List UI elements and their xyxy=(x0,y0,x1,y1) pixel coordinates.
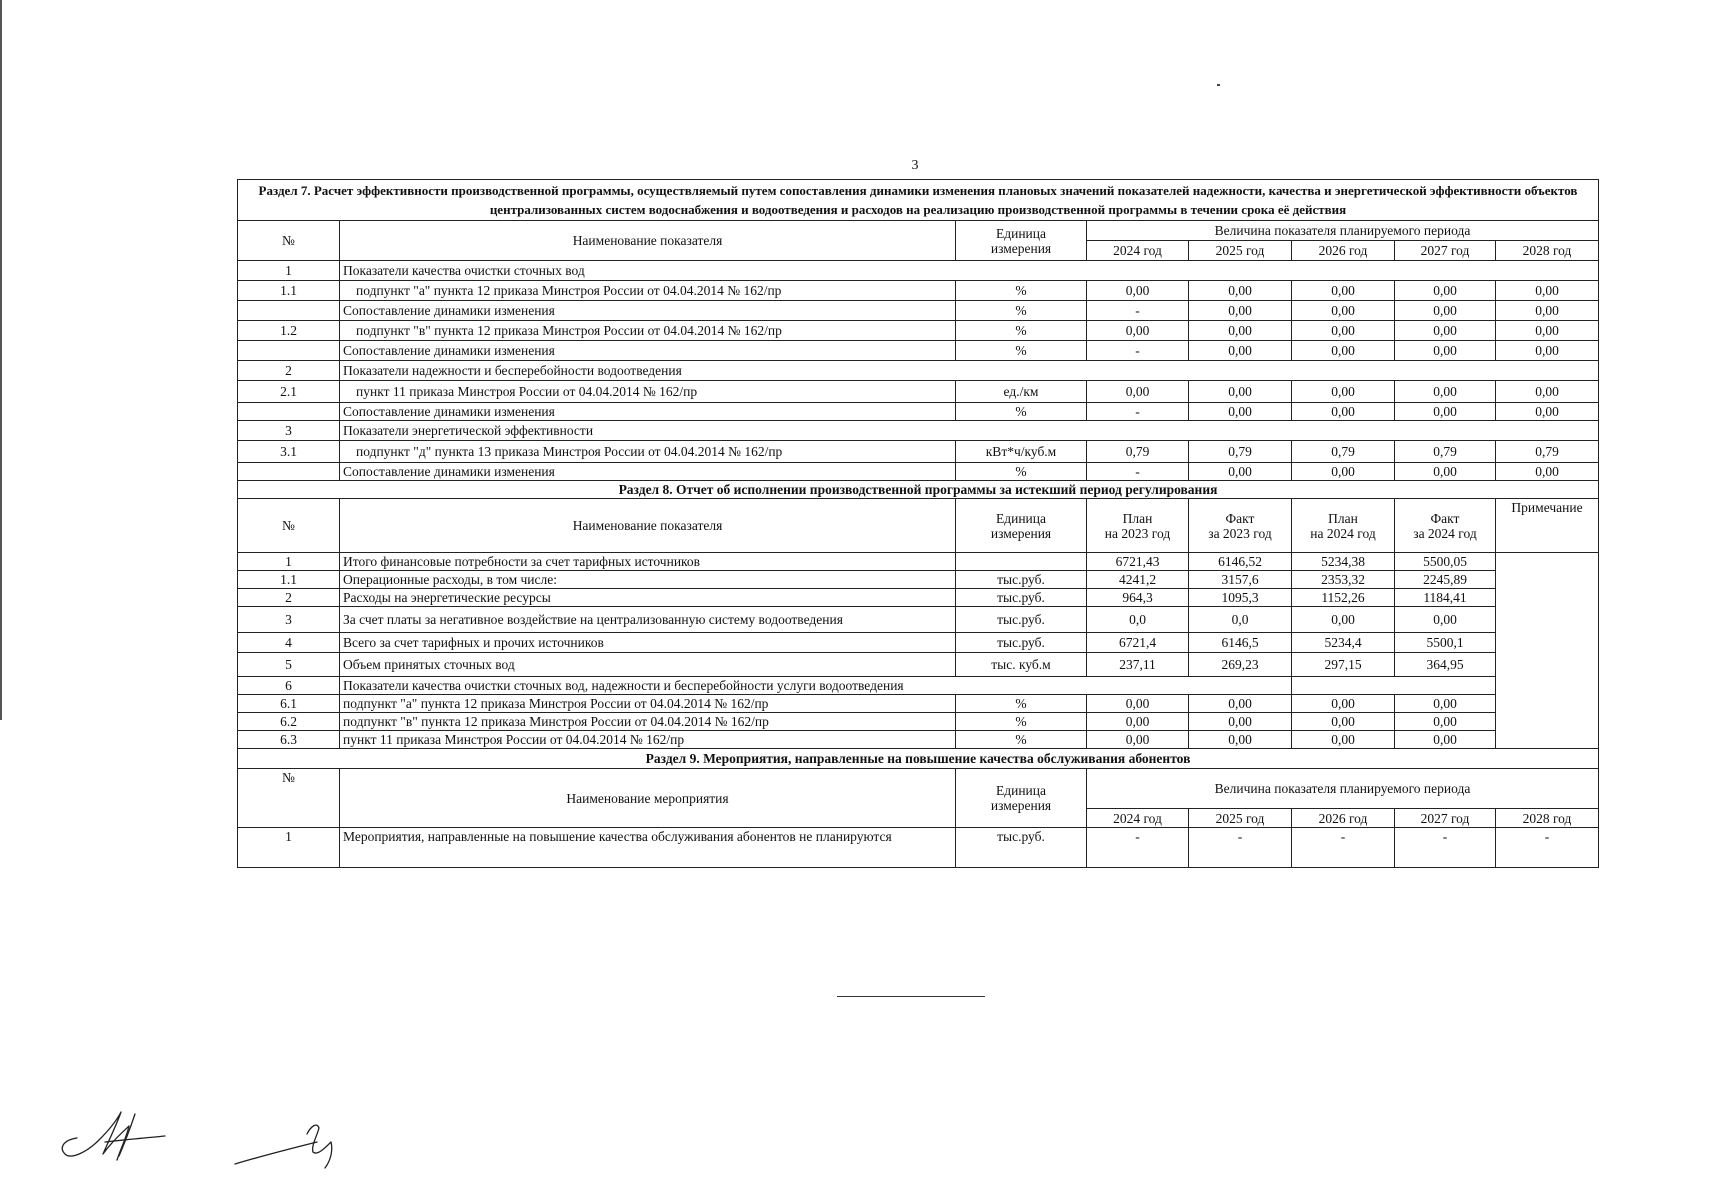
header-line: за 2023 год xyxy=(1208,525,1272,541)
header-line: Факт xyxy=(1225,510,1255,526)
value-cell: 0,00 xyxy=(1292,301,1395,321)
col-header-name: Наименование мероприятия xyxy=(340,769,956,828)
value-cell: 0,00 xyxy=(1087,381,1189,403)
table-row xyxy=(238,281,1599,301)
row-group-title: Показатели качества очистки сточных вод, надежности и бесперебойности услуги водоотведения xyxy=(340,677,1292,695)
value-cell: 1184,41 xyxy=(1395,589,1496,607)
row-unit: тыс.руб. xyxy=(956,828,1087,868)
signature-stroke xyxy=(119,1114,135,1156)
table-row xyxy=(238,321,1599,341)
year-header: 2026 год xyxy=(1292,809,1395,828)
col-header-period: Величина показателя планируемого периода xyxy=(1087,769,1599,809)
value-cell: 0,00 xyxy=(1496,403,1599,421)
row-unit: % xyxy=(956,321,1087,341)
row-name: Сопоставление динамики изменения xyxy=(340,341,956,361)
row-unit: % xyxy=(956,713,1087,731)
value-cell: - xyxy=(1087,341,1189,361)
value-cell: - xyxy=(1395,828,1496,868)
value-cell: 0,00 xyxy=(1395,607,1496,633)
row-group-title: Показатели энергетической эффективности xyxy=(340,421,1599,441)
year-header: 2024 год xyxy=(1087,241,1189,261)
value-cell: 0,00 xyxy=(1496,341,1599,361)
row-name: Мероприятия, направленные на повышение качества обслуживания абонентов не планируются xyxy=(340,828,956,868)
table-row xyxy=(238,731,1599,749)
value-cell: 0,0 xyxy=(1189,607,1292,633)
value-cell: 364,95 xyxy=(1395,653,1496,677)
value-cell: 0,00 xyxy=(1292,381,1395,403)
row-unit: тыс.руб. xyxy=(956,607,1087,633)
value-cell: 0,00 xyxy=(1395,463,1496,481)
row-number xyxy=(238,403,340,421)
value-cell: - xyxy=(1087,403,1189,421)
table-row xyxy=(238,421,1599,441)
value-cell: - xyxy=(1087,463,1189,481)
row-name: Сопоставление динамики изменения xyxy=(340,301,956,321)
value-cell: 5500,05 xyxy=(1395,553,1496,571)
table-row xyxy=(238,341,1599,361)
row-name: подпункт "а" пункта 12 приказа Минстроя России от 04.04.2014 № 162/пр xyxy=(340,281,956,301)
row-name: За счет платы за негативное воздействие на централизованную систему водоотведения xyxy=(340,607,956,633)
col-header-name: Наименование показателя xyxy=(340,499,956,553)
year-header: 2027 год xyxy=(1395,809,1496,828)
header-line: План xyxy=(1328,510,1358,526)
table-row xyxy=(238,381,1599,403)
row-name: Всего за счет тарифных и прочих источников xyxy=(340,633,956,653)
value-cell: 0,00 xyxy=(1292,713,1395,731)
row-unit: % xyxy=(956,403,1087,421)
section-8 xyxy=(238,481,1599,749)
row-unit xyxy=(956,553,1087,571)
value-cell: - xyxy=(1189,828,1292,868)
value-cell: 964,3 xyxy=(1087,589,1189,607)
col-header-name: Наименование показателя xyxy=(340,221,956,261)
header-line: План xyxy=(1122,510,1153,526)
value-cell: 0,00 xyxy=(1395,321,1496,341)
section-9-title: Раздел 9. Мероприятия, направленные на повышение качества обслуживания абонентов xyxy=(238,749,1599,769)
table-row xyxy=(238,607,1599,633)
signature-stroke xyxy=(235,1142,317,1164)
table-row xyxy=(238,361,1599,381)
row-number: 6 xyxy=(238,677,340,695)
table-row xyxy=(238,403,1599,421)
row-unit: % xyxy=(956,731,1087,749)
table-row xyxy=(238,713,1599,731)
row-unit: тыс.руб. xyxy=(956,633,1087,653)
value-cell: 0,00 xyxy=(1189,341,1292,361)
value-cell: 0,00 xyxy=(1395,381,1496,403)
value-cell: 0,00 xyxy=(1087,281,1189,301)
value-cell: 0,00 xyxy=(1189,463,1292,481)
value-cell: 0,00 xyxy=(1292,607,1395,633)
header-line: на 2023 год xyxy=(1104,525,1171,541)
value-cell: - xyxy=(1292,828,1395,868)
row-number: 2.1 xyxy=(238,381,340,403)
value-cell: 0,00 xyxy=(1189,403,1292,421)
table-row xyxy=(238,301,1599,321)
row-name: пункт 11 приказа Минстроя России от 04.04.2014 № 162/пр xyxy=(340,381,956,403)
value-cell: 0,00 xyxy=(1292,321,1395,341)
value-cell: 0,00 xyxy=(1395,731,1496,749)
value-cell: 0,00 xyxy=(1496,301,1599,321)
value-cell: 6721,4 xyxy=(1087,633,1189,653)
value-cell: 2245,89 xyxy=(1395,571,1496,589)
year-header: 2026 год xyxy=(1292,241,1395,261)
page-number: 3 xyxy=(911,158,919,173)
col-header-unit xyxy=(956,769,1087,828)
value-cell: 0,00 xyxy=(1292,403,1395,421)
col-header-unit xyxy=(956,221,1087,261)
value-cell: 0,00 xyxy=(1292,341,1395,361)
value-cell: 0,00 xyxy=(1496,463,1599,481)
row-number: 6.1 xyxy=(238,695,340,713)
footer-divider xyxy=(837,996,985,997)
value-cell: 0,00 xyxy=(1087,695,1189,713)
row-number: 1 xyxy=(238,261,340,281)
scan-speck xyxy=(1217,84,1220,86)
row-unit: тыс.руб. xyxy=(956,589,1087,607)
table-row xyxy=(238,441,1599,463)
col-header-num: № xyxy=(238,499,340,553)
unit-header-line2: измерения xyxy=(990,798,1052,813)
row-name: пункт 11 приказа Минстроя России от 04.04.2014 № 162/пр xyxy=(340,731,956,749)
value-cell: 0,0 xyxy=(1087,607,1189,633)
table-row xyxy=(238,695,1599,713)
year-header: 2024 год xyxy=(1087,809,1189,828)
value-cell: 6721,43 xyxy=(1087,553,1189,571)
value-cell: - xyxy=(1087,828,1189,868)
table-row xyxy=(238,677,1599,695)
row-unit: тыс. куб.м xyxy=(956,653,1087,677)
table-row xyxy=(238,463,1599,481)
row-number xyxy=(238,463,340,481)
col-header-fact-2023 xyxy=(1189,499,1292,553)
value-cell: 0,00 xyxy=(1496,321,1599,341)
row-number: 6.2 xyxy=(238,713,340,731)
row-name: Объем принятых сточных вод xyxy=(340,653,956,677)
value-cell: - xyxy=(1087,301,1189,321)
col-header-plan-2023 xyxy=(1087,499,1189,553)
value-cell: 0,00 xyxy=(1189,731,1292,749)
header-line: на 2024 год xyxy=(1310,525,1376,541)
value-cell: 0,79 xyxy=(1189,441,1292,463)
value-cell: 5234,38 xyxy=(1292,553,1395,571)
row-name: подпункт "в" пункта 12 приказа Минстроя России от 04.04.2014 № 162/пр xyxy=(340,713,956,731)
section-9 xyxy=(238,749,1599,868)
value-cell: 0,00 xyxy=(1292,731,1395,749)
section-8-title: Раздел 8. Отчет об исполнении производственной программы за истекший период регулирования xyxy=(238,481,1599,499)
value-cell: 0,00 xyxy=(1395,713,1496,731)
value-cell: 0,00 xyxy=(1189,713,1292,731)
row-number: 3.1 xyxy=(238,441,340,463)
value-cell: 0,00 xyxy=(1087,713,1189,731)
table-row xyxy=(238,828,1599,868)
row-name: подпункт "д" пункта 13 приказа Минстроя России от 04.04.2014 № 162/пр xyxy=(340,441,956,463)
row-unit: % xyxy=(956,301,1087,321)
col-header-period: Величина показателя планируемого периода xyxy=(1087,221,1599,241)
value-cell: 0,00 xyxy=(1395,301,1496,321)
col-header-note: Примечание xyxy=(1496,499,1599,553)
section-7-title: Раздел 7. Расчет эффективности производственной программы, осуществляемый путем сопоставления динамики изменения плановых значений показателей надежности, качества и энергетической эффективности объектов централизованных систем водоснабжения и водоотведения и расходов на реализацию производственной программы в течении срока её действия xyxy=(238,180,1599,221)
row-unit: кВт*ч/куб.м xyxy=(956,441,1087,463)
row-number: 1.2 xyxy=(238,321,340,341)
scan-edge-line xyxy=(0,0,2,720)
value-cell: 0,00 xyxy=(1292,281,1395,301)
row-name: Операционные расходы, в том числе: xyxy=(340,571,956,589)
table-row xyxy=(238,653,1599,677)
table-row xyxy=(238,261,1599,281)
signature-stroke xyxy=(307,1125,332,1168)
year-header: 2027 год xyxy=(1395,241,1496,261)
row-number: 1 xyxy=(238,553,340,571)
value-cell: 0,79 xyxy=(1496,441,1599,463)
signature-stroke xyxy=(105,1136,165,1142)
value-cell: 6146,52 xyxy=(1189,553,1292,571)
value-cell: 5234,4 xyxy=(1292,633,1395,653)
signature-stroke xyxy=(62,1112,129,1160)
unit-header-line1: Единица xyxy=(995,510,1046,526)
row-name: подпункт "а" пункта 12 приказа Минстроя России от 04.04.2014 № 162/пр xyxy=(340,695,956,713)
col-header-fact-2024 xyxy=(1395,499,1496,553)
row-number xyxy=(238,341,340,361)
unit-header-line2: измерения xyxy=(990,525,1052,541)
value-cell xyxy=(1292,677,1496,695)
row-name: Итого финансовые потребности за счет тарифных источников xyxy=(340,553,956,571)
value-cell: 0,79 xyxy=(1087,441,1189,463)
unit-header-line2: измерения xyxy=(990,240,1052,256)
value-cell: 0,79 xyxy=(1292,441,1395,463)
value-cell: 5500,1 xyxy=(1395,633,1496,653)
value-cell: 0,00 xyxy=(1292,695,1395,713)
value-cell: 0,00 xyxy=(1189,301,1292,321)
row-number: 1 xyxy=(238,828,340,868)
row-name: Расходы на энергетические ресурсы xyxy=(340,589,956,607)
value-cell: 0,00 xyxy=(1087,731,1189,749)
unit-header-line1: Единица xyxy=(995,783,1046,798)
row-number: 3 xyxy=(238,607,340,633)
col-header-num: № xyxy=(238,221,340,261)
year-header: 2025 год xyxy=(1189,809,1292,828)
value-cell: 1095,3 xyxy=(1189,589,1292,607)
value-cell: 1152,26 xyxy=(1292,589,1395,607)
row-name: подпункт "в" пункта 12 приказа Минстроя России от 04.04.2014 № 162/пр xyxy=(340,321,956,341)
row-number: 3 xyxy=(238,421,340,441)
value-cell: 3157,6 xyxy=(1189,571,1292,589)
value-cell: 0,00 xyxy=(1189,321,1292,341)
value-cell: 0,00 xyxy=(1395,341,1496,361)
value-cell: 2353,32 xyxy=(1292,571,1395,589)
value-cell: 0,00 xyxy=(1087,321,1189,341)
header-line: Факт xyxy=(1430,510,1460,526)
row-name: Сопоставление динамики изменения xyxy=(340,463,956,481)
col-header-num: № xyxy=(238,769,340,828)
value-cell: 0,00 xyxy=(1395,403,1496,421)
row-group-title: Показатели надежности и бесперебойности водоотведения xyxy=(340,361,1599,381)
table-row xyxy=(238,589,1599,607)
value-cell: 0,00 xyxy=(1189,281,1292,301)
value-cell: 4241,2 xyxy=(1087,571,1189,589)
col-header-plan-2024 xyxy=(1292,499,1395,553)
table-row xyxy=(238,571,1599,589)
main-table xyxy=(237,179,1599,868)
row-unit: % xyxy=(956,341,1087,361)
row-number: 1.1 xyxy=(238,281,340,301)
header-line: за 2024 год xyxy=(1413,525,1477,541)
value-cell: 0,00 xyxy=(1496,381,1599,403)
value-cell: 0,00 xyxy=(1189,695,1292,713)
row-number: 4 xyxy=(238,633,340,653)
year-header: 2028 год xyxy=(1496,809,1599,828)
value-cell: 0,00 xyxy=(1496,281,1599,301)
row-number: 5 xyxy=(238,653,340,677)
row-name: Сопоставление динамики изменения xyxy=(340,403,956,421)
handwritten-signatures xyxy=(55,1090,355,1180)
col-header-unit xyxy=(956,499,1087,553)
row-number: 2 xyxy=(238,589,340,607)
row-unit: ед./км xyxy=(956,381,1087,403)
value-cell: 0,79 xyxy=(1395,441,1496,463)
value-cell: 0,00 xyxy=(1292,463,1395,481)
value-cell: 269,23 xyxy=(1189,653,1292,677)
row-number: 2 xyxy=(238,361,340,381)
row-number: 6.3 xyxy=(238,731,340,749)
year-header: 2025 год xyxy=(1189,241,1292,261)
value-cell: 0,00 xyxy=(1395,281,1496,301)
unit-header-line1: Единица xyxy=(995,225,1046,241)
value-cell: 237,11 xyxy=(1087,653,1189,677)
row-unit: % xyxy=(956,281,1087,301)
value-cell: - xyxy=(1496,828,1599,868)
row-number xyxy=(238,301,340,321)
section-7 xyxy=(238,180,1599,481)
table-row xyxy=(238,553,1599,571)
value-cell: 0,00 xyxy=(1395,695,1496,713)
value-cell: 297,15 xyxy=(1292,653,1395,677)
row-unit: тыс.руб. xyxy=(956,571,1087,589)
row-unit: % xyxy=(956,695,1087,713)
value-cell: 6146,5 xyxy=(1189,633,1292,653)
row-group-title: Показатели качества очистки сточных вод xyxy=(340,261,1599,281)
value-cell: 0,00 xyxy=(1189,381,1292,403)
year-header: 2028 год xyxy=(1496,241,1599,261)
table-row xyxy=(238,633,1599,653)
note-cell xyxy=(1496,553,1599,749)
row-number: 1.1 xyxy=(238,571,340,589)
row-unit: % xyxy=(956,463,1087,481)
